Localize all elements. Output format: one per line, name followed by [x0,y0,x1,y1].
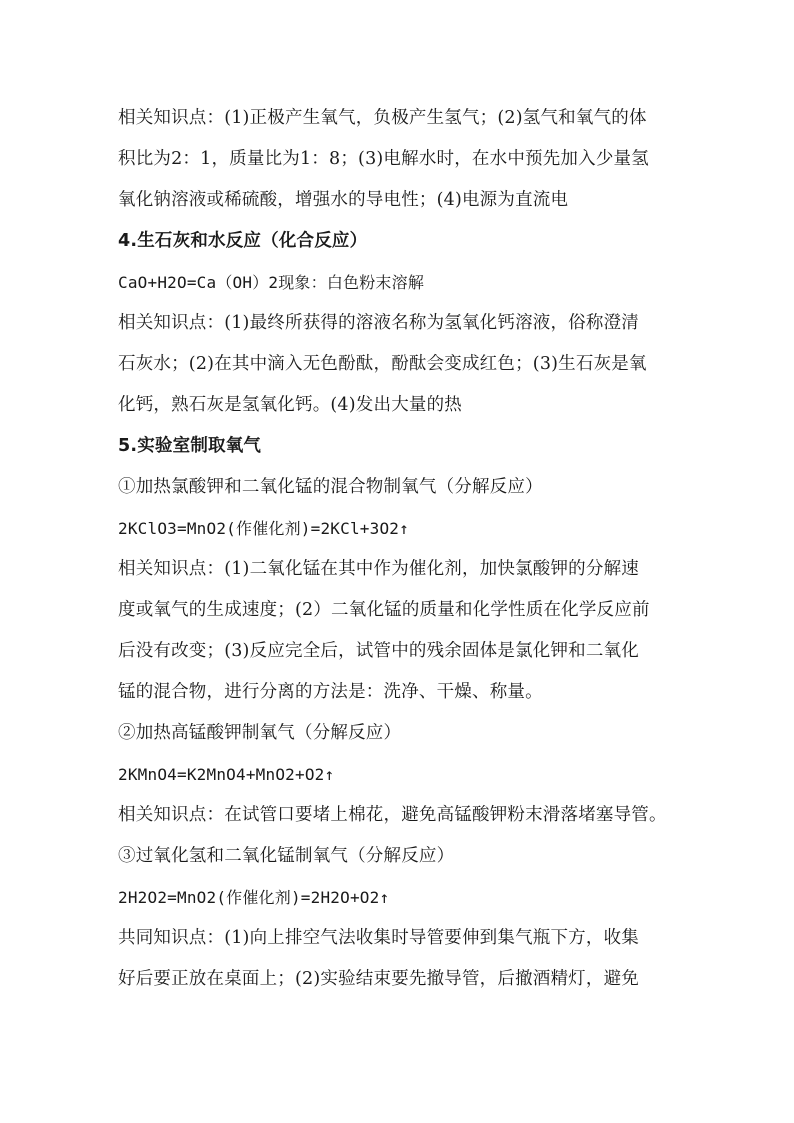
subsection-line: ③过氧化氢和二氧化锰制氧气（分解反应） [118,846,455,866]
paragraph-line: 化钙，熟石灰是氢氧化钙。(4)发出大量的热 [118,395,462,415]
paragraph-line: 度或氧气的生成速度；(2）二氧化锰的质量和化学性质在化学反应前 [118,600,650,620]
paragraph-line: 氧化钠溶液或稀硫酸，增强水的导电性；(4)电源为直流电 [118,190,569,210]
paragraph-line: 相关知识点：(1)二氧化锰在其中作为催化剂，加快氯酸钾的分解速 [118,559,639,579]
section-heading: 5.实验室制取氧气 [118,436,262,456]
paragraph-line: 积比为2：1，质量比为1：8；(3)电解水时，在水中预先加入少量氢 [118,149,649,169]
paragraph-line: 好后要正放在桌面上；(2)实验结束要先撤导管，后撤酒精灯，避免 [118,969,639,989]
equation-line: 2KClO3=MnO2(作催化剂)=2KCl+3O2↑ [118,519,409,538]
equation-line: CaO+H2O=Ca（OH）2现象：白色粉末溶解 [118,273,425,292]
paragraph-line: 相关知识点：在试管口要堵上棉花，避免高锰酸钾粉末滑落堵塞导管。 [118,805,667,825]
equation-line: 2H2O2=MnO2(作催化剂)=2H2O+O2↑ [118,888,390,907]
paragraph-line: 后没有改变；(3)反应完全后，试管中的残余固体是氯化钾和二氧化 [118,641,639,661]
paragraph-line: 石灰水；(2)在其中滴入无色酚酞，酚酞会变成红色；(3)生石灰是氧 [118,354,647,374]
paragraph-line: 共同知识点：(1)向上排空气法收集时导管要伸到集气瓶下方，收集 [118,928,639,948]
section-heading: 4.生石灰和水反应（化合反应） [118,231,368,251]
subsection-line: ②加热高锰酸钾制氧气（分解反应） [118,723,402,743]
equation-line: 2KMnO4=K2MnO4+MnO2+O2↑ [118,765,335,784]
paragraph-line: 锰的混合物，进行分离的方法是：洗净、干燥、称量。 [118,682,543,702]
paragraph-line: 相关知识点：(1)正极产生氧气，负极产生氢气；(2)氢气和氧气的体 [118,108,647,128]
paragraph-line: 相关知识点：(1)最终所获得的溶液名称为氢氧化钙溶液，俗称澄清 [118,313,639,333]
subsection-line: ①加热氯酸钾和二氧化锰的混合物制氧气（分解反应） [118,477,543,497]
document-page [118,98,680,1000]
